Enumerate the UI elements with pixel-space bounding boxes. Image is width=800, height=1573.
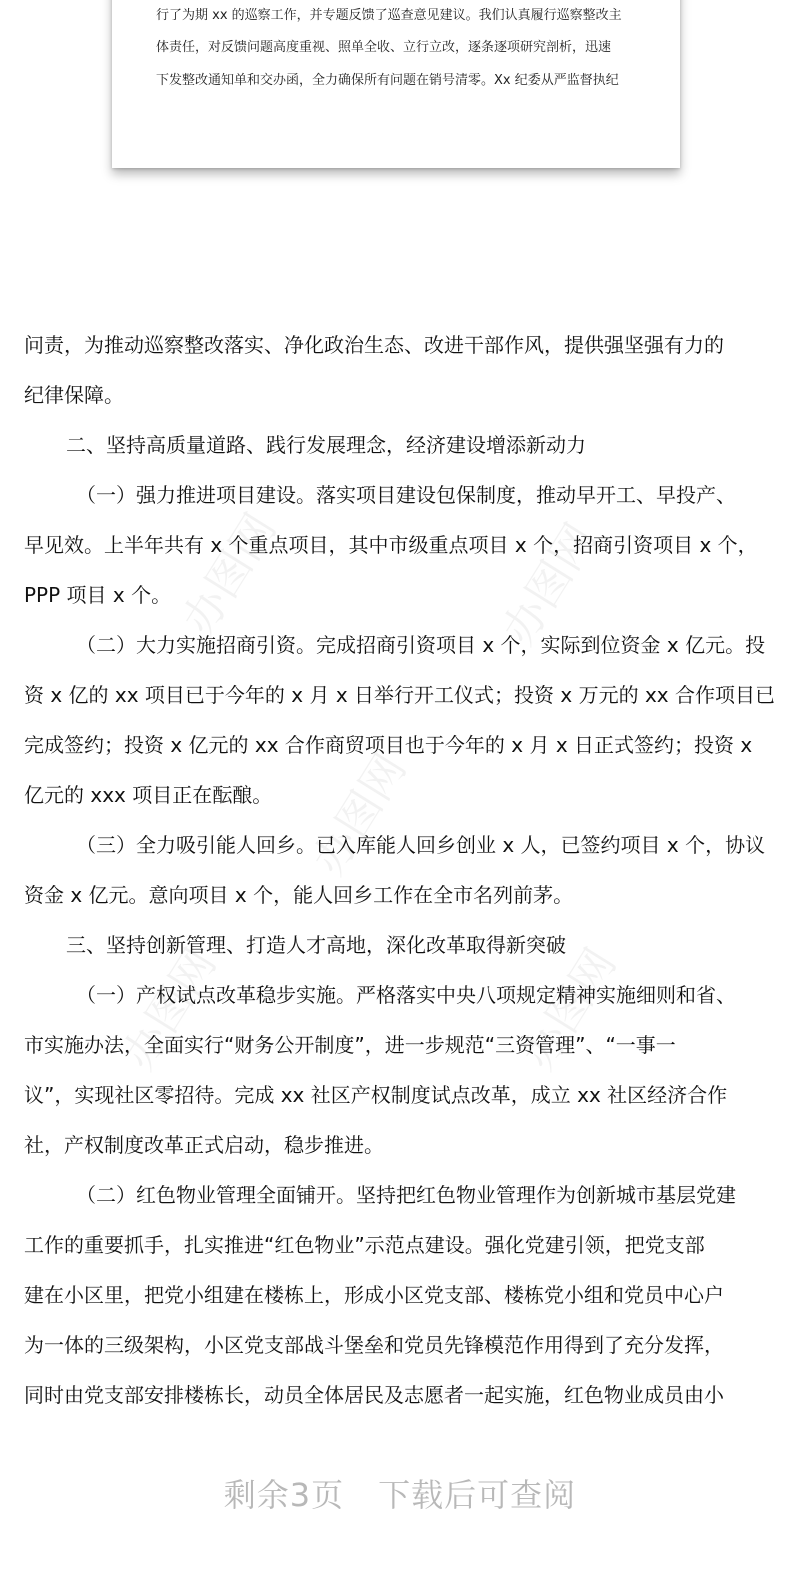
doc-line: （一）产权试点改革稳步实施。严格落实中央八项规定精神实施细则和省、: [76, 983, 736, 1007]
preview-line: 下发整改通知单和交办函，全力确保所有问题在销号清零。Xx 纪委从严监督执纪: [156, 73, 619, 88]
section-heading: 三、坚持创新管理、打造人才高地，深化改革取得新突破: [66, 933, 566, 957]
doc-line: 早见效。上半年共有 x 个重点项目，其中市级重点项目 x 个，招商引资项目 x 个，: [24, 533, 758, 557]
watermark: 办图网: [113, 939, 227, 1079]
doc-line: 市实施办法，全面实行“财务公开制度”，进一步规范“三资管理”、“一事一: [24, 1033, 676, 1057]
remaining-pages-text: 剩余3页: [223, 1476, 345, 1514]
watermark: 办图网: [493, 514, 607, 654]
doc-line: （三）全力吸引能人回乡。已入库能人回乡创业 x 人，已签约项目 x 个，协议: [76, 833, 766, 857]
download-notice[interactable]: [0, 1470, 800, 1516]
preview-line: 体责任，对反馈问题高度重视、照单全收、立行立改，逐条逐项研究剖析，迅速: [156, 40, 612, 55]
doc-line: （一）强力推进项目建设。落实项目建设包保制度，推动早开工、早投产、: [76, 483, 736, 507]
doc-line: （二）大力实施招商引资。完成招商引资项目 x 个，实际到位资金 x 亿元。投: [76, 633, 766, 657]
watermark: 办图网: [303, 744, 417, 884]
doc-line: 为一体的三级架构，小区党支部战斗堡垒和党员先锋模范作用得到了充分发挥，: [24, 1333, 724, 1357]
doc-line: 完成签约；投资 x 亿元的 xx 合作商贸项目也于今年的 x 月 x 日正式签约；投资 x: [24, 733, 753, 757]
doc-line: 亿元的 xxx 项目正在酝酿。: [24, 783, 273, 807]
doc-line: 纪律保障。: [24, 383, 124, 407]
doc-line: PPP 项目 x 个。: [24, 583, 172, 607]
doc-line: （二）红色物业管理全面铺开。坚持把红色物业管理作为创新城市基层党建: [76, 1183, 736, 1207]
doc-line: 社，产权制度改革正式启动，稳步推进。: [24, 1133, 384, 1157]
doc-line: 工作的重要抓手，扎实推进“红色物业”示范点建设。强化党建引领，把党支部: [24, 1233, 705, 1257]
preview-line: 行了为期 xx 的巡察工作，并专题反馈了巡查意见建议。我们认真履行巡察整改主: [156, 8, 622, 23]
section-heading: 二、坚持高质量道路、践行发展理念，经济建设增添新动力: [66, 433, 586, 457]
doc-line: 同时由党支部安排楼栋长，动员全体居民及志愿者一起实施，红色物业成员由小: [24, 1383, 724, 1407]
doc-line: 资金 x 亿元。意向项目 x 个，能人回乡工作在全市名列前茅。: [24, 883, 574, 907]
document-preview-card: [112, 0, 680, 168]
doc-line: 资 x 亿的 xx 项目已于今年的 x 月 x 日举行开工仪式；投资 x 万元的 xx 合作项目已: [24, 683, 775, 707]
download-to-view-text: 下载后可查阅: [378, 1476, 577, 1514]
doc-line: 问责，为推动巡察整改落实、净化政治生态、改进干部作风，提供强坚强有力的: [24, 333, 724, 357]
doc-line: 建在小区里，把党小组建在楼栋上，形成小区党支部、楼栋党小组和党员中心户: [24, 1283, 724, 1307]
doc-line: 议”，实现社区零招待。完成 xx 社区产权制度试点改革，成立 xx 社区经济合作: [24, 1083, 728, 1107]
watermark: 办图网: [513, 939, 627, 1079]
watermark: 办图网: [173, 504, 287, 644]
